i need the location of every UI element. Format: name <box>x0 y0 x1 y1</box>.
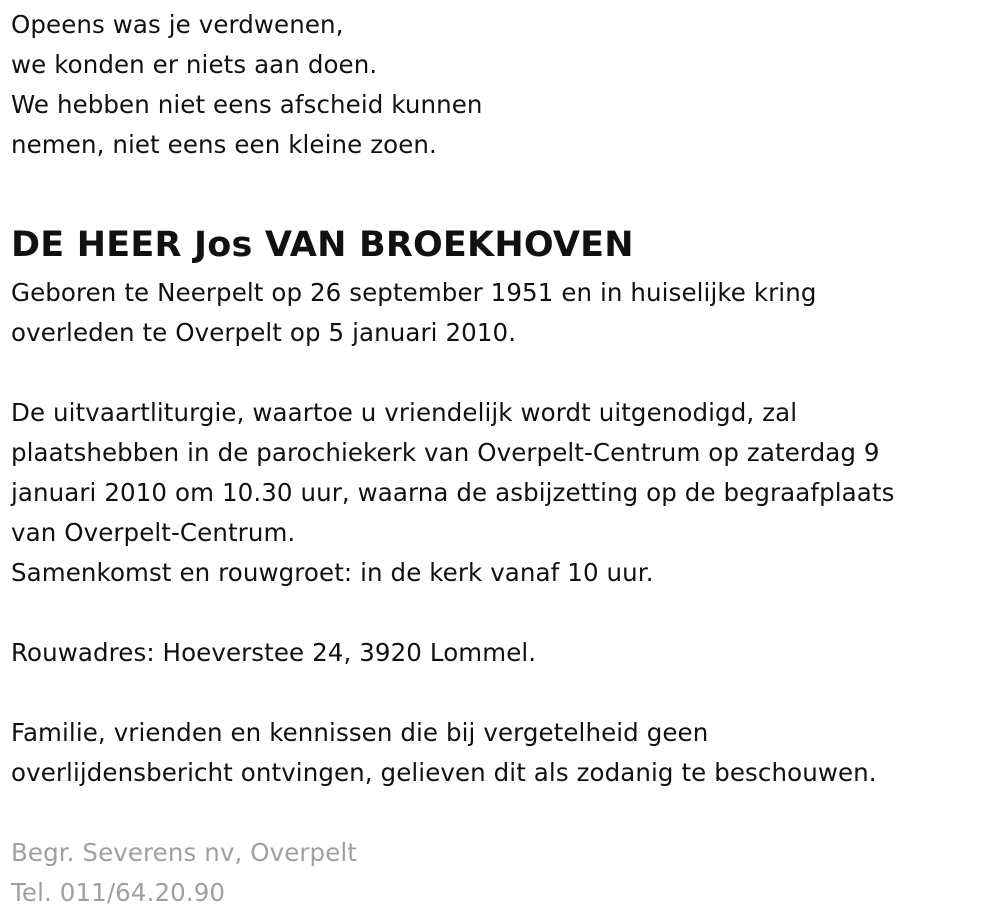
funeral-line: plaatshebben in de parochiekerk van Overpelt-Centrum op zaterdag 9 <box>11 438 880 467</box>
poem <box>11 5 986 165</box>
birth-death-line: Geboren te Neerpelt op 26 september 1951 en in huiselijke kring <box>11 278 817 307</box>
poem-line: we konden er niets aan doen. <box>11 50 378 79</box>
funeral-line: van Overpelt-Centrum. <box>11 518 296 547</box>
birth-death-line: overleden te Overpelt op 5 januari 2010. <box>11 318 517 347</box>
funeral-line: januari 2010 om 10.30 uur, waarna de asbijzetting op de begraafplaats <box>11 478 895 507</box>
spacer <box>11 793 986 833</box>
poem-line: nemen, niet eens een kleine zoen. <box>11 130 437 159</box>
undertaker-phone: Tel. 011/64.20.90 <box>11 878 226 907</box>
poem-line: Opeens was je verdwenen, <box>11 10 344 39</box>
spacer <box>11 353 986 393</box>
mourning-address: Rouwadres: Hoeverstee 24, 3920 Lommel. <box>11 638 537 667</box>
poem-line: We hebben niet eens afscheid kunnen <box>11 90 483 119</box>
funeral-line: Samenkomst en rouwgroet: in de kerk vanaf 10 uur. <box>11 558 654 587</box>
funeral-line: De uitvaartliturgie, waartoe u vriendelijk wordt uitgenodigd, zal <box>11 398 798 427</box>
birth-death-info <box>11 273 986 353</box>
spacer <box>11 165 986 219</box>
deceased-name: DE HEER Jos VAN BROEKHOVEN <box>11 225 634 265</box>
spacer <box>11 673 986 713</box>
spacer <box>11 593 986 633</box>
undertaker-info <box>11 833 986 913</box>
notice-line: Familie, vrienden en kennissen die bij vergetelheid geen <box>11 718 709 747</box>
notice-line: overlijdensbericht ontvingen, gelieven dit als zodanig te beschouwen. <box>11 758 877 787</box>
obituary-notice <box>11 5 986 913</box>
family-notice <box>11 713 986 793</box>
funeral-info <box>11 393 986 593</box>
undertaker-name: Begr. Severens nv, Overpelt <box>11 838 357 867</box>
